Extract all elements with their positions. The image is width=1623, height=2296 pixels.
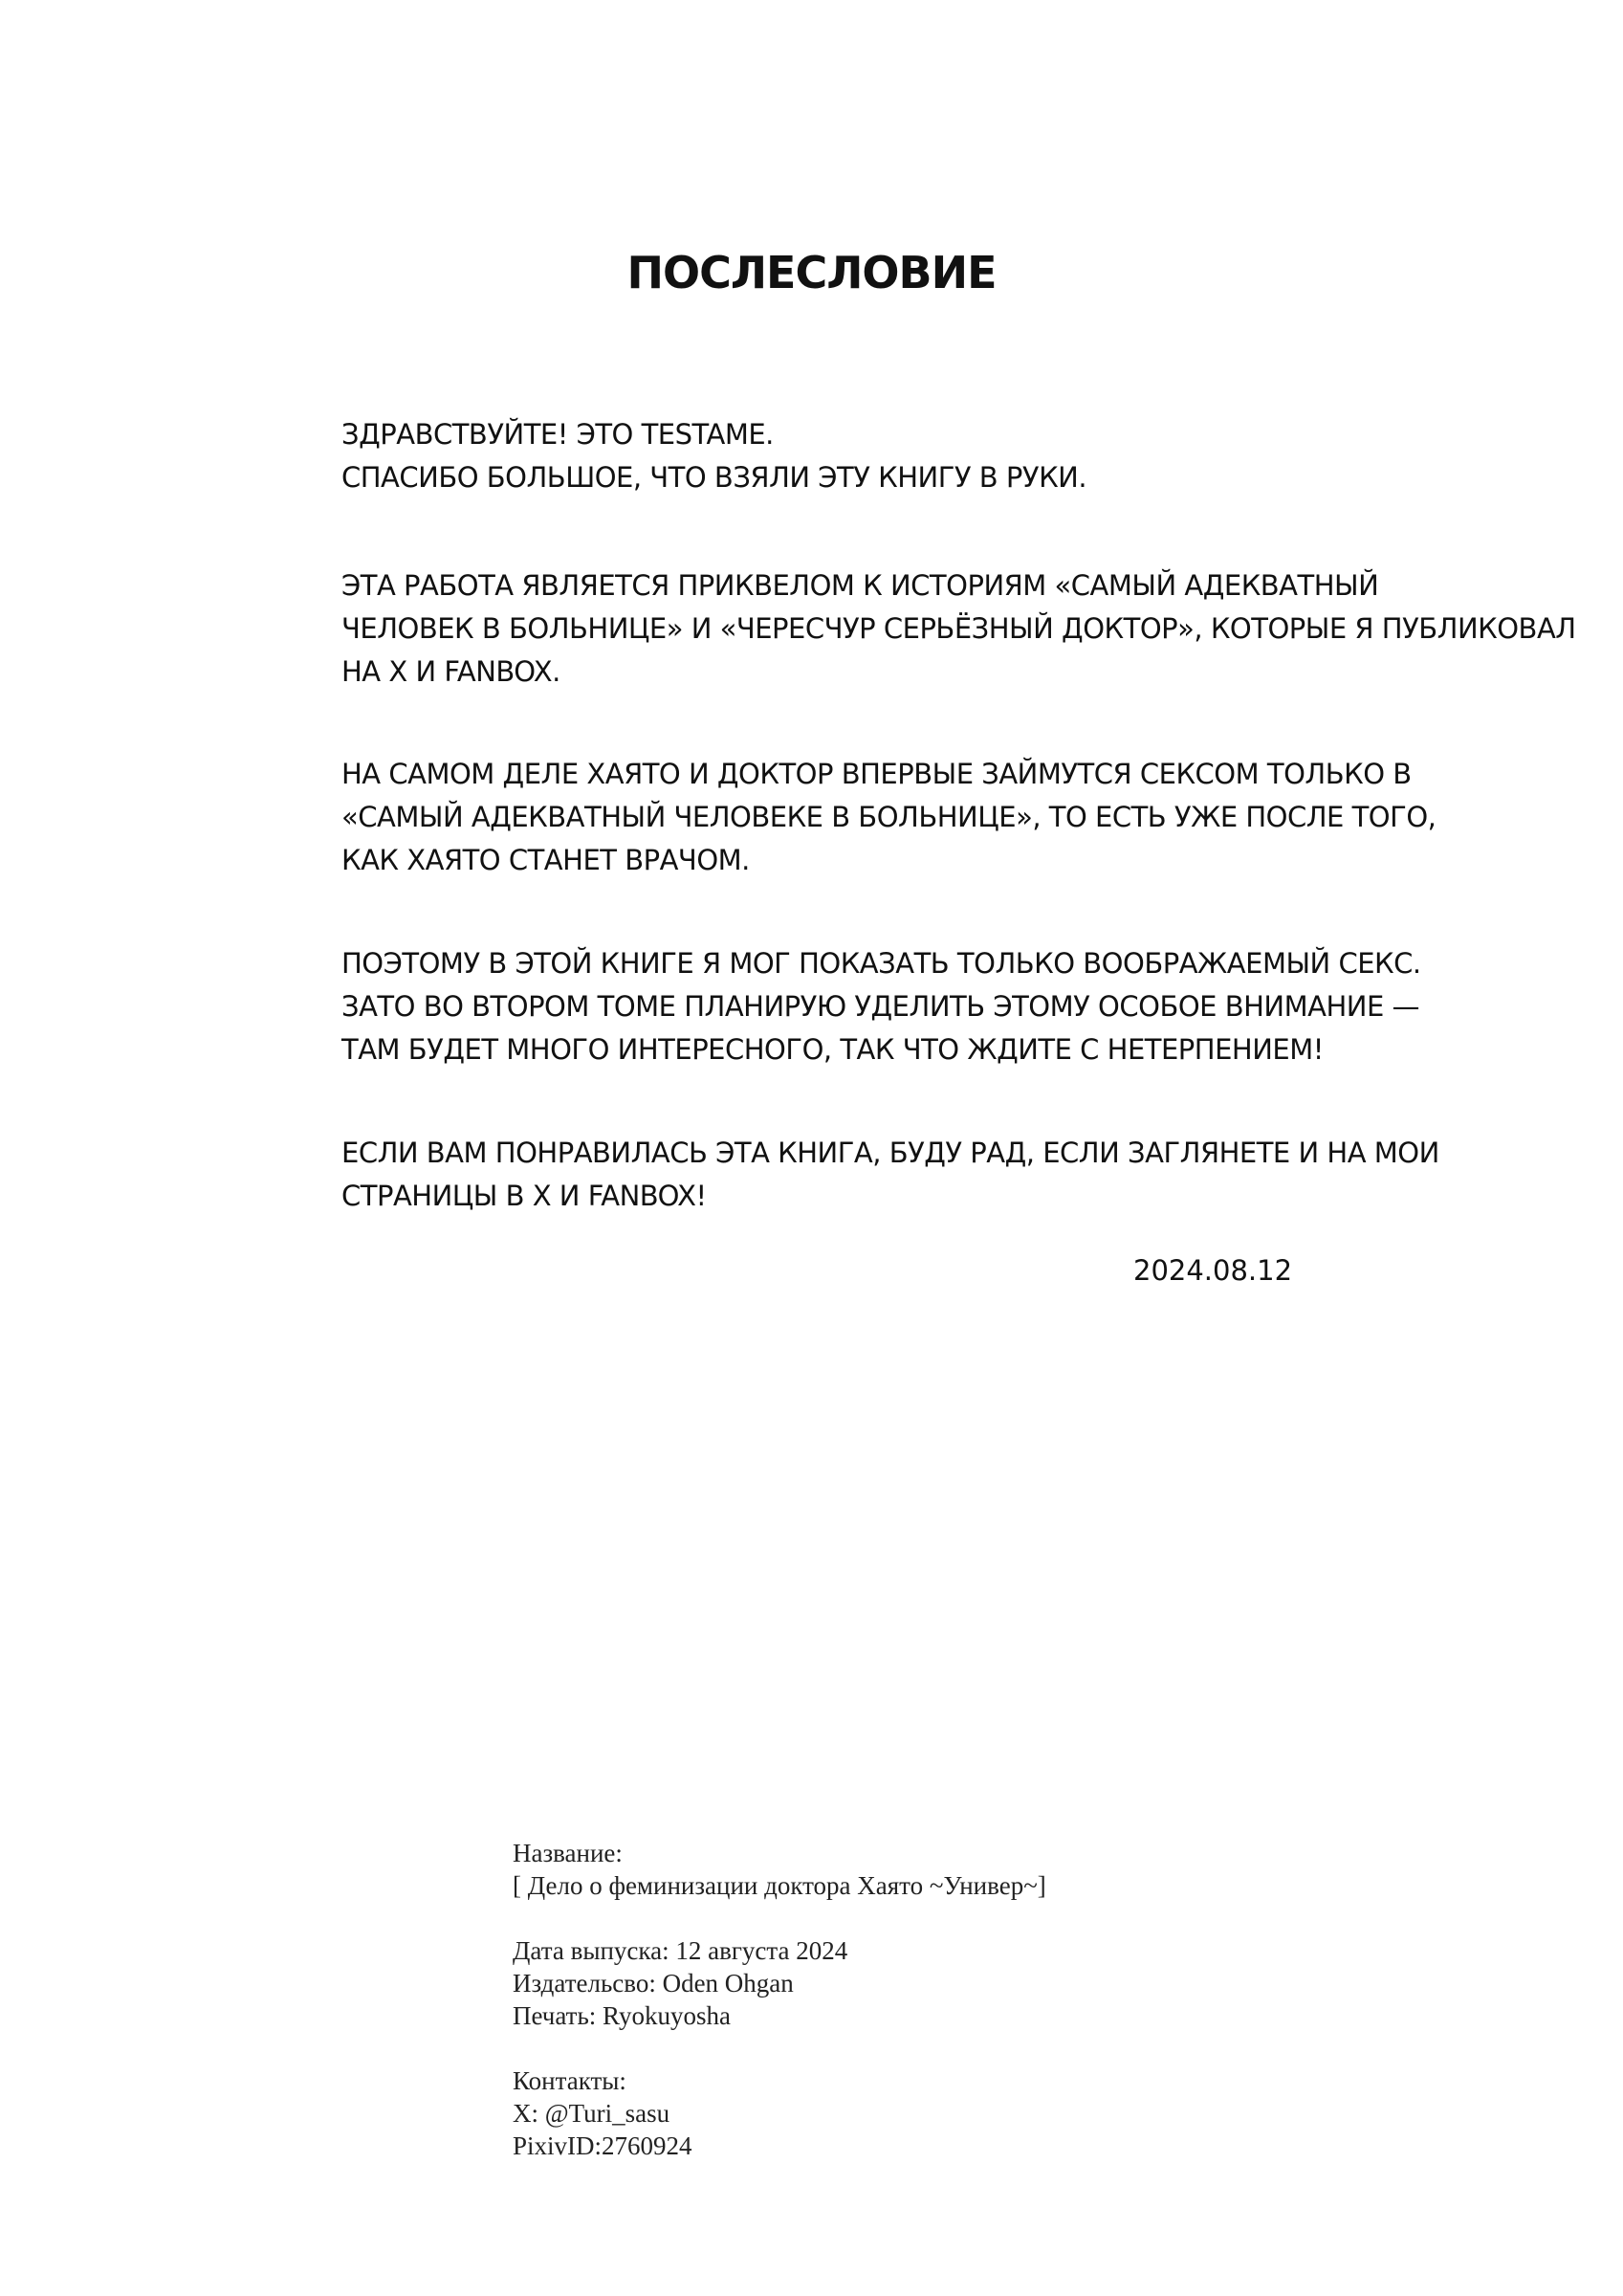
colophon-publisher: Издательсво: Oden Ohgan	[513, 1969, 794, 1998]
colophon-contacts-label: Контакты:	[513, 2066, 626, 2095]
afterword-paragraph-closing	[341, 1132, 1489, 1218]
paragraph-line: ЧЕЛОВЕК В БОЛЬНИЦЕ» И «ЧЕРЕСЧУР СЕРЬЁЗНЫЙ ДОКТОР», КОТОРЫЕ Я ПУБЛИКОВАЛ	[341, 612, 1576, 645]
paragraph-line: ЗДРАВСТВУЙТЕ! ЭТО TESTAME.	[341, 418, 774, 451]
page-title: ПОСЛЕСЛОВИЕ	[626, 247, 997, 298]
colophon-contacts-block	[513, 2064, 1373, 2162]
colophon-printer: Печать: Ryokuyosha	[513, 2001, 731, 2030]
paragraph-line: СПАСИБО БОЛЬШОЕ, ЧТО ВЗЯЛИ ЭТУ КНИГУ В РУКИ.	[341, 461, 1087, 494]
paragraph-line: ЕСЛИ ВАМ ПОНРАВИЛАСЬ ЭТА КНИГА, БУДУ РАД, ЕСЛИ ЗАГЛЯНЕТЕ И НА МОИ	[341, 1137, 1439, 1169]
colophon-x-handle: X: @Turi_sasu	[513, 2099, 670, 2128]
paragraph-line: ЗАТО ВО ВТОРОМ ТОМЕ ПЛАНИРУЮ УДЕЛИТЬ ЭТОМУ ОСОБОЕ ВНИМАНИЕ —	[341, 990, 1419, 1023]
paragraph-line: ЭТА РАБОТА ЯВЛЯЕТСЯ ПРИКВЕЛОМ К ИСТОРИЯМ «САМЫЙ АДЕКВАТНЫЙ	[341, 569, 1379, 602]
afterword-date: 2024.08.12	[1133, 1254, 1293, 1287]
paragraph-line: НА X И FANBOX.	[341, 655, 560, 688]
colophon-title-block	[513, 1837, 1373, 1902]
afterword-paragraph-prequel	[341, 564, 1576, 694]
paragraph-line: «САМЫЙ АДЕКВАТНЫЙ ЧЕЛОВЕКЕ В БОЛЬНИЦЕ», ТО ЕСТЬ УЖЕ ПОСЛЕ ТОГО,	[341, 801, 1437, 833]
paragraph-line: ПОЭТОМУ В ЭТОЙ КНИГЕ Я МОГ ПОКАЗАТЬ ТОЛЬКО ВООБРАЖАЕМЫЙ СЕКС.	[341, 947, 1421, 980]
afterword-paragraph-greeting	[341, 413, 1489, 499]
paragraph-line: КАК ХАЯТО СТАНЕТ ВРАЧОМ.	[341, 844, 750, 876]
paragraph-line: ТАМ БУДЕТ МНОГО ИНТЕРЕСНОГО, ТАК ЧТО ЖДИТЕ С НЕТЕРПЕНИЕМ!	[341, 1033, 1324, 1066]
afterword-paragraph-volume-two	[341, 942, 1489, 1071]
colophon-publication-block	[513, 1934, 1373, 2032]
colophon-release-date: Дата выпуска: 12 августа 2024	[513, 1936, 848, 1965]
colophon-title-value: [ Дело о феминизации доктора Хаято ~Универ~]	[513, 1871, 1046, 1900]
colophon-pixiv-id: PixivID:2760924	[513, 2131, 692, 2160]
paragraph-line: НА САМОМ ДЕЛЕ ХАЯТО И ДОКТОР ВПЕРВЫЕ ЗАЙМУТСЯ СЕКСОМ ТОЛЬКО В	[341, 758, 1412, 790]
afterword-paragraph-story	[341, 753, 1489, 882]
paragraph-line: СТРАНИЦЫ В X И FANBOX!	[341, 1180, 707, 1212]
colophon-title-label: Название:	[513, 1839, 623, 1867]
